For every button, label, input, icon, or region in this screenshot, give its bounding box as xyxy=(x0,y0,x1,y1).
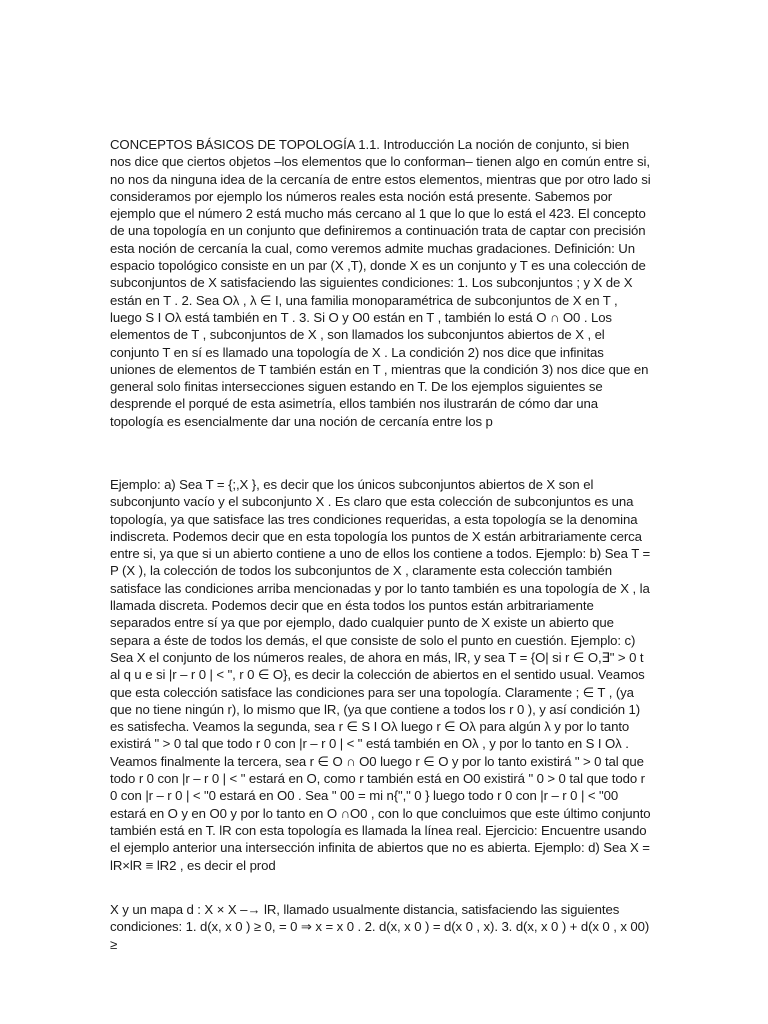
paragraph-introduction: CONCEPTOS BÁSICOS DE TOPOLOGÍA 1.1. Introducción La noción de conjunto, si bien nos dice que ciertos objetos –los elementos que lo conforman– tienen algo en común entre si, no nos da ninguna idea de la cercanía de entre estos elementos, mientras que por otro lado si consideramos por ejemplo los números reales esta noción está presente. Sabemos por ejemplo que el número 2 está mucho más cercano al 1 que lo que lo está el 423. El concepto de una topología en un conjunto que definiremos a continuación trata de captar con precisión esta noción de cercanía la cual, como veremos admite muchas gradaciones. Definición: Un espacio topológico consiste en un par (X ,T), donde X es un conjunto y T es una colección de subconjuntos de X satisfaciendo las siguientes condiciones: 1. Los subconjuntos ; y X de X están en T . 2. Sea Oλ , λ ∈ I, una familia monoparamétrica de subconjuntos de X en T , luego S I Oλ está también en T . 3. Si O y O0 están en T , también lo está O ∩ O0 . Los elementos de T , subconjuntos de X , son llamados los subconjuntos abiertos de X , el conjunto T en sí es llamado una topología de X . La condición 2) nos dice que infinitas uniones de elementos de T también están en T , mientras que la condición 3) nos dice que en general solo finitas intersecciones siguen estando en T. De los ejemplos siguientes se desprende el porqué de esta asimetría, ellos también nos ilustrarán de cómo dar una topología es esencialmente dar una noción de cercanía entre los p xyxy=(110,137,651,429)
paragraph-metric: X y un mapa d : X × X –→ lR, llamado usualmente distancia, satisfaciendo las siguientes condiciones: 1. d(x, x 0 ) ≥ 0, = 0 ⇒ x = x 0 . 2. d(x, x 0 ) = d(x 0 , x). 3. d(x, x 0 ) + d(x 0 , x 00) ≥ xyxy=(110,902,650,952)
paragraph-examples: Ejemplo: a) Sea T = {;,X }, es decir que los únicos subconjuntos abiertos de X son el subconjunto vacío y el subconjunto X . Es claro que esta colección de subconjuntos es una topología, ya que satisface las tres condiciones requeridas, a esta topología se la denomina indiscreta. Podemos decir que en esta topología los puntos de X están arbitrariamente cerca entre si, ya que si un abierto contiene a uno de ellos los contiene a todos. Ejemplo: b) Sea T = P (X ), la colección de todos los subconjuntos de X , claramente esta colección también satisface las condiciones arriba mencionadas y por lo tanto también es una topología de X , la llamada discreta. Podemos decir que en ésta todos los puntos están arbitrariamente separados entre sí ya que por ejemplo, dado cualquier punto de X existe un abierto que separa a éste de todos los demás, el que consiste de solo el punto en cuestión. Ejemplo: c) Sea X el conjunto de los números reales, de ahora en más, lR, y sea T = {O| si r ∈ O,∃" > 0 t al q u e si |r – r 0 | < ", r 0 ∈ O}, es decir la colección de abiertos en el sentido usual. Veamos que esta colección satisface las condiciones para ser una topología. Claramente ; ∈ T , (ya que no tiene ningún r), lo mismo que lR, (ya que contiene a todos los r 0 ), y así condición 1) es satisfecha. Veamos la segunda, sea r ∈ S I Oλ luego r ∈ Oλ para algún λ y por lo tanto existirá " > 0 tal que todo r 0 con |r – r 0 | < " está también en Oλ , y por lo tanto en S I Oλ . Veamos finalmente la tercera, sea r ∈ O ∩ O0 luego r ∈ O y por lo tanto existirá " > 0 tal que todo r 0 con |r – r 0 | < " estará en O, como r también está en O0 existirá " 0 > 0 tal que todo r 0 con |r – r 0 | < "0 estará en O0 . Sea " 00 = mi n{"," 0 } luego todo r 0 con |r – r 0 | < "00 estará en O y en O0 y por lo tanto en O ∩O0 , con lo que concluimos que este último conjunto también está en T. lR con esta topología es llamada la línea real. Ejercicio: Encuentre usando el ejemplo anterior una intersección infinita de abiertos que no es abierta. Ejemplo: d) Sea X = lR×lR ≡ lR2 , es decir el prod xyxy=(110,477,651,873)
